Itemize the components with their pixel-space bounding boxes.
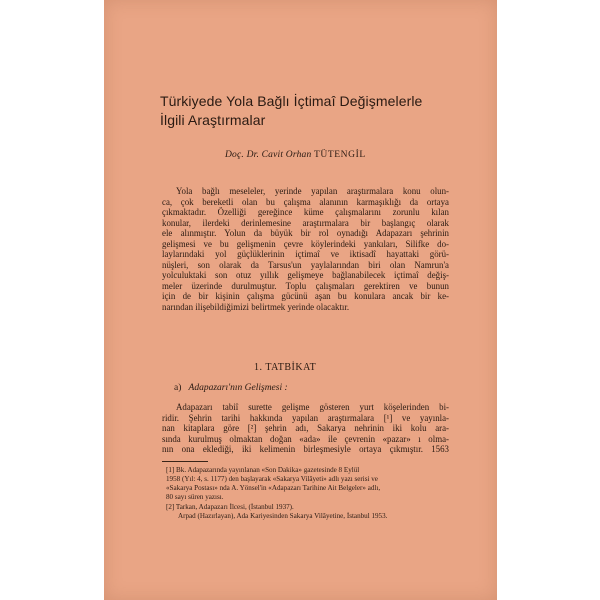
section-heading: 1. TATBİKAT (254, 362, 317, 373)
paragraph-line: nüşleri, son olarak da Tarsus'un yaylalarından biri olan Namrun'a (162, 259, 449, 270)
document-page (104, 0, 497, 600)
footnote-line: 80 sayı süren yazısı. (166, 492, 224, 501)
paragraph-line: için de bir kişinin çalışma gücünü aşan bu konulara ancak bir ke- (162, 291, 449, 301)
adapazari-paragraph (162, 402, 449, 455)
paragraph-line: nan kitaplara göre [²] şehrin adı, Sakarya nehrinin iki kolu ara- (162, 423, 449, 433)
paragraph-line: ridir. Şehrin tarihi hakkında yapılan araştırmalara [¹] ve yayınla- (162, 412, 449, 423)
footnote-divider (162, 461, 208, 462)
paragraph-line: çıkmaktadır. Özelliği gereğince küme çalışmalarını zorunlu kılan (162, 207, 449, 217)
paragraph-line: Yola bağlı meseleler, yerinde yapılan araştırmalara konu olun- (176, 186, 449, 196)
title-line-1: Türkiyede Yola Bağlı İçtimaî Değişmelerle (160, 93, 423, 109)
footnote-1 (166, 466, 449, 502)
footnote-line: [1] Bk. Adapazarında yayınlanan «Son Dakika» gazetesinde 8 Eylül (166, 466, 360, 474)
paragraph-line: gelişmesi ve bu gelişmenin çevre köylerindeki yankıları, Silifke do- (162, 238, 449, 249)
footnote-line: «Sakarya Postası» nda A. Yönsel'in «Adapazarı Tarihine Ait Belgeler» adlı, (166, 483, 381, 492)
paragraph-line: nın ona eklediği, iki kelimenin birleşmesiyle ortaya çıkmıştır. 1563 (162, 444, 449, 454)
article-title (160, 92, 460, 130)
paragraph-line: konular, ilerdeki derinlemesine araştırmalara bir başlangıç olarak (162, 217, 449, 228)
footnote-line: Arpad (Hazırlayan), Ada Kariyesinden Sakarya Vilâyetine, İstanbul 1953. (178, 511, 388, 520)
paragraph-line: yolculuktaki son otuz yıllık gelişmeye bağlanabilecek içtimaî değiş- (162, 270, 449, 280)
paragraph-line: ele alınmıştır. Yolun da büyük bir rol oynadığı Adapazarı şehrinin (162, 228, 449, 238)
paragraph-line: laylarındaki yol güçlüklerinin içtimaî ve iktisadî hayattaki görü- (162, 249, 449, 259)
subsection-label: a) (174, 383, 182, 393)
paragraph-line: ca, çok bereketli olan bu çalışma alanının karmaşıklığı da ortaya (162, 196, 449, 207)
footnotes (166, 466, 449, 521)
paragraph-line: sında kurulmuş olmaktan doğan «ada» ile çevrenin «pazar» ı olma- (162, 433, 449, 444)
author-name: Doç. Dr. Cavit Orhan (225, 150, 312, 160)
paragraph-line: meler üzerinde durulmuştur. Toplu çalışmaları gerektiren ve bunun (162, 280, 449, 291)
footnote-2 (166, 503, 449, 521)
title-line-2: İlgili Araştırmalar (160, 112, 266, 128)
paragraph-line: Adapazarı tabiî surette gelişme gösteren yurt köşelerinden bi- (176, 402, 449, 412)
subsection-title: Adapazarı'nın Gelişmesi : (188, 383, 288, 393)
paragraph-line: narından ilişebildiğimizi belirtmek yerinde olacaktır. (162, 301, 350, 312)
intro-paragraph (162, 186, 449, 312)
footnote-line: 1958 (Yıl: 4, s. 1177) den başlayarak «Sakarya Vilâyeti» adlı yazı serisi ve (166, 474, 378, 483)
subsection-heading (174, 383, 374, 393)
author-line (225, 150, 445, 160)
footnote-line: [2] Tarkan, Adapazarı İlcesi, (İstanbul 1937). (166, 502, 294, 511)
author-surname: TÜTENGİL (314, 150, 366, 160)
